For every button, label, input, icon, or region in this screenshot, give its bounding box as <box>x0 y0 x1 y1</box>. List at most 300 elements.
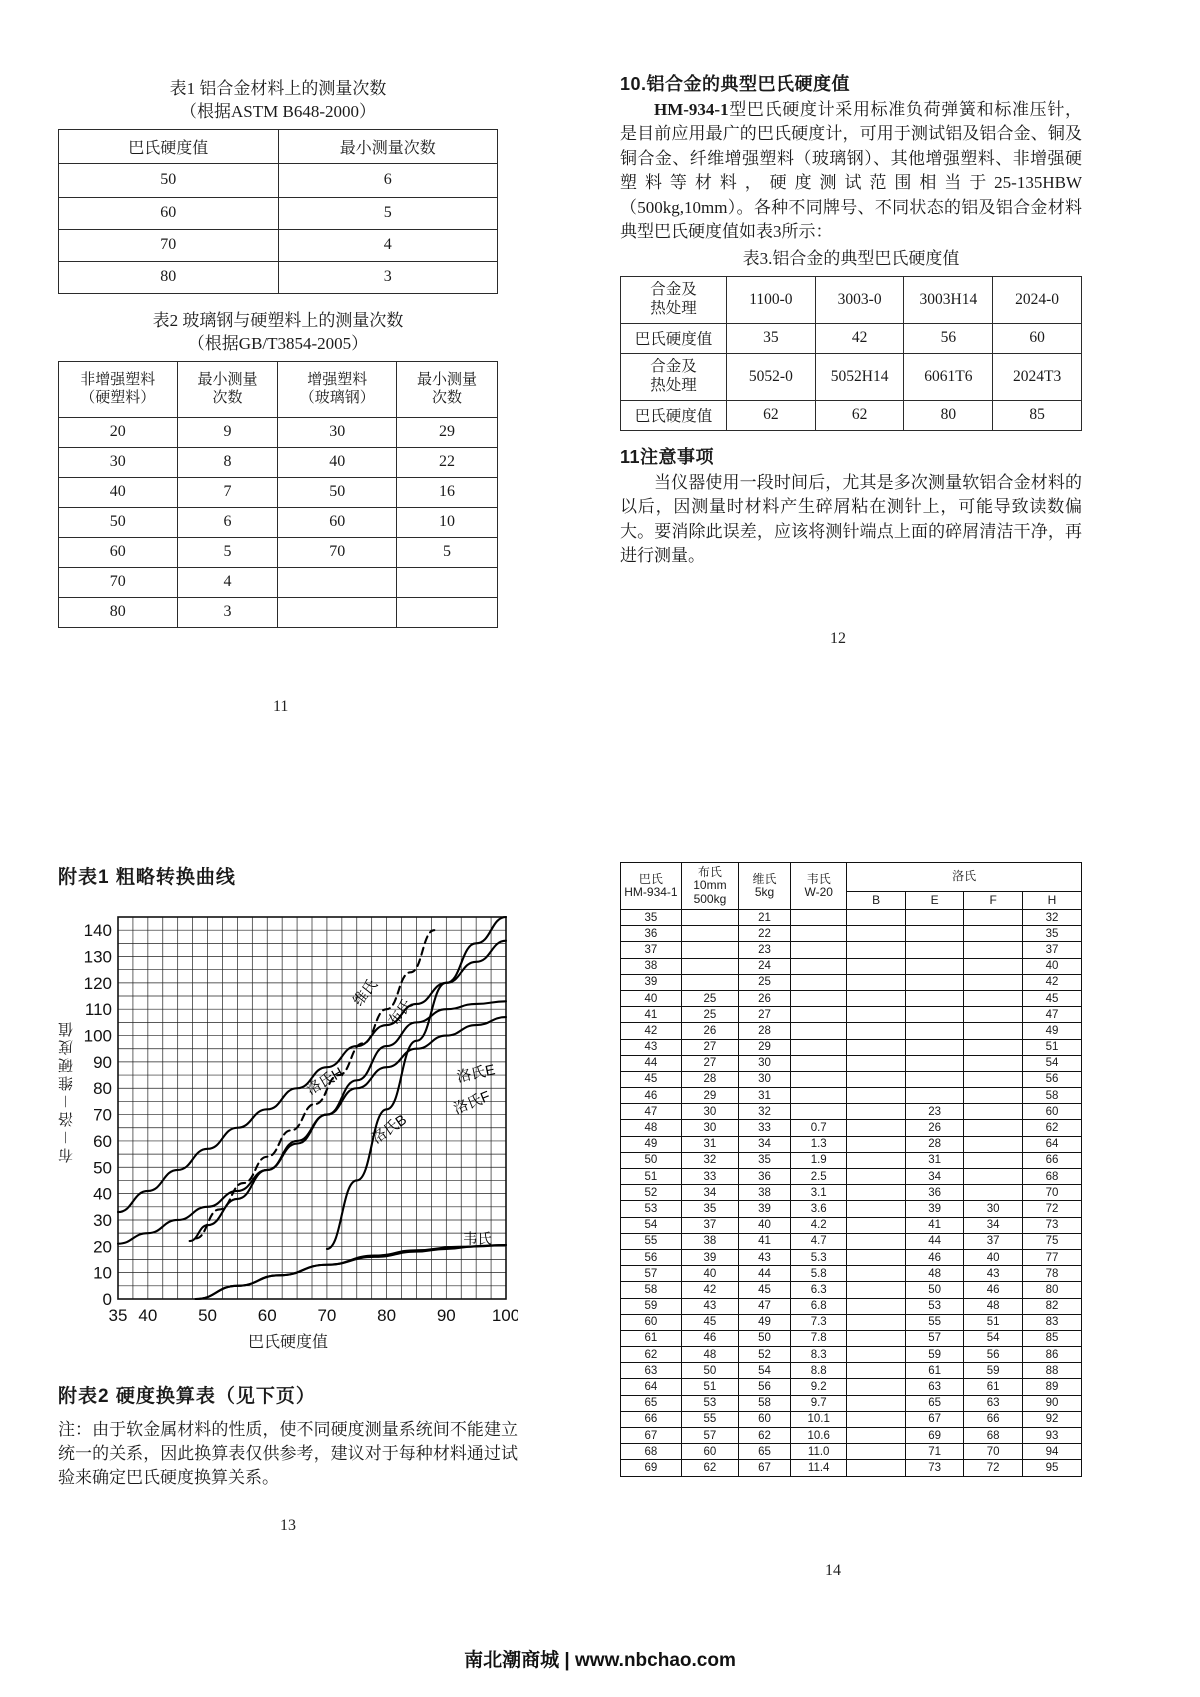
cell <box>964 1007 1023 1023</box>
row-label-hardness: 巴氏硬度值 <box>621 400 727 430</box>
cell: 59 <box>621 1298 682 1314</box>
table2-caption-line2: （根据GB/T3854-2005） <box>187 333 369 353</box>
table-row <box>621 1395 1082 1411</box>
cell: 5.3 <box>791 1249 847 1265</box>
cell <box>847 1298 906 1314</box>
cell: 22 <box>739 926 791 942</box>
cell: 62 <box>739 1428 791 1444</box>
svg-text:40: 40 <box>93 1184 112 1204</box>
cell <box>791 926 847 942</box>
cell: 49 <box>1022 1023 1081 1039</box>
cell: 39 <box>621 974 682 990</box>
table-row <box>621 1071 1082 1087</box>
cell: 30 <box>964 1201 1023 1217</box>
table-frp-hardplastic-measurement-counts <box>58 361 498 628</box>
cell <box>791 958 847 974</box>
cell: 60 <box>59 537 178 567</box>
cell: 32 <box>739 1104 791 1120</box>
table-row <box>621 1282 1082 1298</box>
table1-caption-line1: 表1 铝合金材料上的测量次数 <box>169 79 387 98</box>
cell: 21 <box>739 910 791 926</box>
cell: 27 <box>681 1055 738 1071</box>
cell: 48 <box>621 1120 682 1136</box>
svg-text:20: 20 <box>93 1237 112 1257</box>
conv-subheader-E: E <box>905 891 964 909</box>
table2-header-2-line1: 增强塑料 <box>307 371 368 388</box>
cell <box>964 1071 1023 1087</box>
cell: 5052-0 <box>727 353 816 400</box>
table-row <box>621 1330 1082 1346</box>
cell: 2024-0 <box>993 276 1082 323</box>
cell: 35 <box>1022 926 1081 942</box>
cell: 31 <box>739 1088 791 1104</box>
cell: 85 <box>1022 1330 1081 1346</box>
cell: 4 <box>177 567 278 597</box>
cell <box>964 1185 1023 1201</box>
cell: 40 <box>681 1266 738 1282</box>
cell: 32 <box>681 1152 738 1168</box>
chart-svg <box>58 899 518 1324</box>
svg-text:50: 50 <box>93 1158 112 1178</box>
cell: 3 <box>177 597 278 627</box>
cell: 40 <box>964 1249 1023 1265</box>
table-row <box>621 1363 1082 1379</box>
table-row-alloy-1 <box>621 276 1082 323</box>
table-row <box>59 229 498 261</box>
cell: 5 <box>278 197 498 229</box>
cell: 39 <box>905 1201 964 1217</box>
cell: 47 <box>739 1298 791 1314</box>
svg-text:90: 90 <box>93 1052 112 1072</box>
cell: 9.2 <box>791 1379 847 1395</box>
cell: 6 <box>177 507 278 537</box>
cell <box>397 567 498 597</box>
cell: 48 <box>905 1266 964 1282</box>
cell <box>791 1071 847 1087</box>
section-10-body-text: 型巴氏硬度计采用标准负荷弹簧和标准压针，是目前应用最广的巴氏硬度计，可用于测试铝及铝合金、铜及铜合金、纤维增强塑料（玻璃钢）、其他增强塑料、非增强硬塑料等材料，硬度测试范围相当于25-135HBW（500kg,10mm）。各种不同牌号、不同状态的铝及铝合金材料典型巴氏硬度值如表3所示： <box>620 100 1082 242</box>
cell <box>847 1266 906 1282</box>
cell: 25 <box>739 974 791 990</box>
table-row <box>621 990 1082 1006</box>
cell <box>847 1055 906 1071</box>
cell: 62 <box>727 400 816 430</box>
cell: 50 <box>59 163 279 197</box>
cell: 20 <box>59 417 178 447</box>
table-hardness-conversion <box>620 862 1082 1477</box>
cell: 55 <box>681 1411 738 1427</box>
cell: 80 <box>904 400 993 430</box>
conv-subheader-F: F <box>964 891 1023 909</box>
cell: 8.3 <box>791 1347 847 1363</box>
cell <box>847 1330 906 1346</box>
cell: 43 <box>621 1039 682 1055</box>
cell: 69 <box>905 1428 964 1444</box>
cell: 29 <box>681 1088 738 1104</box>
cell <box>905 1088 964 1104</box>
cell <box>905 910 964 926</box>
cell <box>847 1201 906 1217</box>
cell: 58 <box>1022 1088 1081 1104</box>
cell <box>847 1444 906 1460</box>
cell: 25 <box>681 1007 738 1023</box>
cell: 58 <box>739 1395 791 1411</box>
table-row <box>59 261 498 293</box>
cell: 45 <box>1022 990 1081 1006</box>
cell <box>278 567 397 597</box>
cell <box>847 1282 906 1298</box>
cell: 10 <box>397 507 498 537</box>
cell <box>964 1055 1023 1071</box>
cell: 59 <box>964 1363 1023 1379</box>
cell: 77 <box>1022 1249 1081 1265</box>
cell <box>964 958 1023 974</box>
cell <box>964 1104 1023 1120</box>
cell <box>847 1071 906 1087</box>
cell: 50 <box>739 1330 791 1346</box>
svg-text:140: 140 <box>83 921 112 941</box>
cell <box>847 1007 906 1023</box>
cell: 37 <box>681 1217 738 1233</box>
cell: 67 <box>739 1460 791 1476</box>
cell: 11.4 <box>791 1460 847 1476</box>
table2-header-3-line1: 最小测量 <box>416 371 477 388</box>
cell: 7 <box>177 477 278 507</box>
row-label-alloy <box>621 353 727 400</box>
cell <box>681 942 738 958</box>
chart-y-axis-label: 布－洛－维硬度值 <box>59 1019 75 1164</box>
cell: 62 <box>681 1460 738 1476</box>
cell: 31 <box>681 1136 738 1152</box>
cell: 4.7 <box>791 1233 847 1249</box>
table2-header-2-line2: （玻璃钢） <box>299 390 375 407</box>
cell: 40 <box>739 1217 791 1233</box>
appendix-2-heading: 附表2 硬度换算表（见下页） <box>58 1386 316 1407</box>
cell: 54 <box>1022 1055 1081 1071</box>
cell: 64 <box>1022 1136 1081 1152</box>
cell <box>681 958 738 974</box>
cell: 49 <box>739 1314 791 1330</box>
conv-header-brinell-line1: 布氏 <box>697 864 722 879</box>
cell <box>791 974 847 990</box>
chart-curve-label: 洛氏H <box>304 1064 347 1099</box>
cell: 60 <box>621 1314 682 1330</box>
svg-text:70: 70 <box>317 1306 337 1324</box>
cell <box>847 1088 906 1104</box>
cell: 62 <box>1022 1120 1081 1136</box>
cell: 54 <box>621 1217 682 1233</box>
table2-header-1-line1: 最小测量 <box>197 371 258 388</box>
cell: 2024T3 <box>993 353 1082 400</box>
cell: 3003H14 <box>904 276 993 323</box>
row-label-alloy-line2: 热处理 <box>650 299 697 317</box>
cell <box>847 1217 906 1233</box>
cell: 3 <box>278 261 498 293</box>
cell: 38 <box>621 958 682 974</box>
page-number-11: 11 <box>273 698 289 715</box>
cell <box>791 1007 847 1023</box>
svg-text:130: 130 <box>83 947 112 967</box>
conv-header-webster <box>791 863 847 910</box>
conv-subheader-H: H <box>1022 891 1081 909</box>
cell: 30 <box>681 1120 738 1136</box>
table-row <box>621 1233 1082 1249</box>
cell <box>791 1039 847 1055</box>
cell: 52 <box>621 1185 682 1201</box>
table-header-row <box>59 129 498 163</box>
cell: 43 <box>964 1266 1023 1282</box>
cell: 80 <box>1022 1282 1081 1298</box>
cell: 83 <box>1022 1314 1081 1330</box>
table-row <box>621 1249 1082 1265</box>
svg-text:10: 10 <box>93 1263 112 1283</box>
table-row <box>621 1055 1082 1071</box>
cell <box>847 926 906 942</box>
cell: 85 <box>993 400 1082 430</box>
cell: 55 <box>621 1233 682 1249</box>
cell <box>905 926 964 942</box>
table2-header-0-line2: （硬塑料） <box>80 390 156 407</box>
chart-curve-label: 维氏 <box>350 976 382 1010</box>
cell: 86 <box>1022 1347 1081 1363</box>
cell: 54 <box>739 1363 791 1379</box>
table-row <box>621 1379 1082 1395</box>
cell: 56 <box>739 1379 791 1395</box>
cell: 47 <box>621 1104 682 1120</box>
cell: 1100-0 <box>727 276 816 323</box>
section-10-paragraph <box>620 98 1082 245</box>
cell: 46 <box>621 1088 682 1104</box>
cell: 26 <box>681 1023 738 1039</box>
table2-header-0-line1: 非增强塑料 <box>80 371 156 388</box>
cell: 36 <box>905 1185 964 1201</box>
cell: 34 <box>681 1185 738 1201</box>
cell: 60 <box>681 1444 738 1460</box>
cell <box>847 1395 906 1411</box>
svg-text:100: 100 <box>83 1026 112 1046</box>
cell: 82 <box>1022 1298 1081 1314</box>
chart-curve-label: 洛氏F <box>451 1088 493 1118</box>
cell: 36 <box>739 1169 791 1185</box>
cell: 71 <box>905 1444 964 1460</box>
svg-text:40: 40 <box>138 1306 158 1324</box>
cell: 44 <box>739 1266 791 1282</box>
cell <box>905 1071 964 1087</box>
table-row <box>59 567 498 597</box>
cell <box>905 990 964 1006</box>
cell: 53 <box>905 1298 964 1314</box>
cell: 35 <box>681 1201 738 1217</box>
cell <box>847 1428 906 1444</box>
cell <box>278 597 397 627</box>
table-row <box>621 1347 1082 1363</box>
cell: 70 <box>964 1444 1023 1460</box>
cell: 33 <box>739 1120 791 1136</box>
cell: 38 <box>681 1233 738 1249</box>
cell: 42 <box>815 323 904 353</box>
cell: 26 <box>905 1120 964 1136</box>
cell: 65 <box>621 1395 682 1411</box>
cell: 28 <box>681 1071 738 1087</box>
cell: 48 <box>964 1298 1023 1314</box>
cell: 94 <box>1022 1444 1081 1460</box>
cell: 51 <box>681 1379 738 1395</box>
table-row <box>621 1039 1082 1055</box>
cell: 24 <box>739 958 791 974</box>
conv-header-rockwell: 洛氏 <box>847 863 1082 892</box>
cell: 10.1 <box>791 1411 847 1427</box>
table-row <box>621 958 1082 974</box>
page-14-content <box>620 862 1082 1579</box>
table-row-hardness-2 <box>621 400 1082 430</box>
cell <box>905 1023 964 1039</box>
table1-caption-line2: （根据ASTM B648-2000） <box>180 101 376 121</box>
cell: 23 <box>905 1104 964 1120</box>
cell: 72 <box>964 1460 1023 1476</box>
chart-curve-label: 洛氏B <box>369 1111 410 1148</box>
table1-header-1: 最小测量次数 <box>278 129 498 163</box>
cell: 29 <box>397 417 498 447</box>
cell: 23 <box>739 942 791 958</box>
cell <box>791 1023 847 1039</box>
table-row <box>621 1088 1082 1104</box>
cell: 27 <box>681 1039 738 1055</box>
cell <box>847 990 906 1006</box>
cell: 7.3 <box>791 1314 847 1330</box>
cell: 69 <box>621 1460 682 1476</box>
cell <box>905 974 964 990</box>
cell: 56 <box>621 1249 682 1265</box>
cell: 58 <box>621 1282 682 1298</box>
cell: 8.8 <box>791 1363 847 1379</box>
cell: 53 <box>621 1201 682 1217</box>
cell <box>964 1039 1023 1055</box>
cell: 70 <box>59 229 279 261</box>
cell: 35 <box>727 323 816 353</box>
cell <box>791 1055 847 1071</box>
cell: 4.2 <box>791 1217 847 1233</box>
cell: 50 <box>681 1363 738 1379</box>
cell: 67 <box>621 1428 682 1444</box>
table-row <box>621 1460 1082 1476</box>
cell: 25 <box>681 990 738 1006</box>
cell: 73 <box>905 1460 964 1476</box>
cell: 43 <box>739 1249 791 1265</box>
cell: 9.7 <box>791 1395 847 1411</box>
svg-text:70: 70 <box>93 1105 112 1125</box>
cell <box>791 1104 847 1120</box>
conv-header-brinell-line3: 500kg <box>693 891 727 906</box>
cell: 51 <box>1022 1039 1081 1055</box>
cell: 50 <box>59 507 178 537</box>
svg-text:120: 120 <box>83 973 112 993</box>
cell: 60 <box>59 197 279 229</box>
cell: 72 <box>1022 1201 1081 1217</box>
cell <box>964 1120 1023 1136</box>
table2-header-2 <box>278 361 397 417</box>
appendix-2-note: 注：由于软金属材料的性质，使不同硬度测量系统间不能建立统一的关系，因此换算表仅供参考，建议对于每种材料通过试验来确定巴氏硬度换算关系。 <box>58 1420 518 1488</box>
table2-header-0 <box>59 361 178 417</box>
cell: 59 <box>905 1347 964 1363</box>
cell: 36 <box>621 926 682 942</box>
cell: 60 <box>278 507 397 537</box>
cell: 31 <box>905 1152 964 1168</box>
table-row <box>59 417 498 447</box>
cell: 34 <box>964 1217 1023 1233</box>
cell: 52 <box>739 1347 791 1363</box>
cell: 3.6 <box>791 1201 847 1217</box>
table-row <box>621 1411 1082 1427</box>
cell: 33 <box>681 1169 738 1185</box>
cell: 16 <box>397 477 498 507</box>
table-row <box>59 197 498 229</box>
cell: 37 <box>1022 942 1081 958</box>
cell <box>964 926 1023 942</box>
conv-header-barcol-line2: HM-934-1 <box>624 885 678 899</box>
cell: 9 <box>177 417 278 447</box>
cell <box>791 1088 847 1104</box>
cell: 89 <box>1022 1379 1081 1395</box>
cell <box>905 1007 964 1023</box>
cell: 30 <box>739 1055 791 1071</box>
cell: 63 <box>621 1363 682 1379</box>
cell: 56 <box>964 1347 1023 1363</box>
table-row <box>621 1428 1082 1444</box>
conv-subheader-B: B <box>847 891 906 909</box>
cell <box>847 1152 906 1168</box>
table-row <box>621 1444 1082 1460</box>
cell: 42 <box>621 1023 682 1039</box>
svg-text:0: 0 <box>102 1290 112 1309</box>
cell <box>847 1185 906 1201</box>
cell: 2.5 <box>791 1169 847 1185</box>
cell: 70 <box>278 537 397 567</box>
conv-header-vickers-line1: 维氏 <box>752 871 777 886</box>
cell: 63 <box>905 1379 964 1395</box>
cell: 90 <box>1022 1395 1081 1411</box>
cell: 41 <box>621 1007 682 1023</box>
cell: 48 <box>681 1347 738 1363</box>
cell: 1.9 <box>791 1152 847 1168</box>
cell: 27 <box>739 1007 791 1023</box>
conv-header-vickers <box>739 863 791 910</box>
cell <box>964 1136 1023 1152</box>
cell <box>847 1347 906 1363</box>
cell: 40 <box>278 447 397 477</box>
page-12-content <box>620 70 1082 647</box>
row-label-alloy-line2: 热处理 <box>650 376 697 394</box>
cell: 57 <box>905 1330 964 1346</box>
page-number-14: 14 <box>825 1562 841 1579</box>
cell: 65 <box>905 1395 964 1411</box>
table-row <box>621 1298 1082 1314</box>
conv-header-brinell <box>681 863 738 910</box>
cell: 64 <box>621 1379 682 1395</box>
chart-curve-label: 布氏 <box>385 996 417 1030</box>
cell <box>964 1169 1023 1185</box>
table1-header-0: 巴氏硬度值 <box>59 129 279 163</box>
table2-caption-line1: 表2 玻璃钢与硬塑料上的测量次数 <box>152 310 404 330</box>
conv-header-brinell-line2: 10mm <box>693 878 727 893</box>
chart-curve-label: 韦氏 <box>463 1232 492 1248</box>
cell <box>681 910 738 926</box>
cell <box>397 597 498 627</box>
cell: 45 <box>739 1282 791 1298</box>
cell: 44 <box>621 1055 682 1071</box>
cell: 57 <box>681 1428 738 1444</box>
table-row <box>621 974 1082 990</box>
chart-x-axis-label: 巴氏硬度值 <box>247 1334 328 1351</box>
table-row <box>621 942 1082 958</box>
